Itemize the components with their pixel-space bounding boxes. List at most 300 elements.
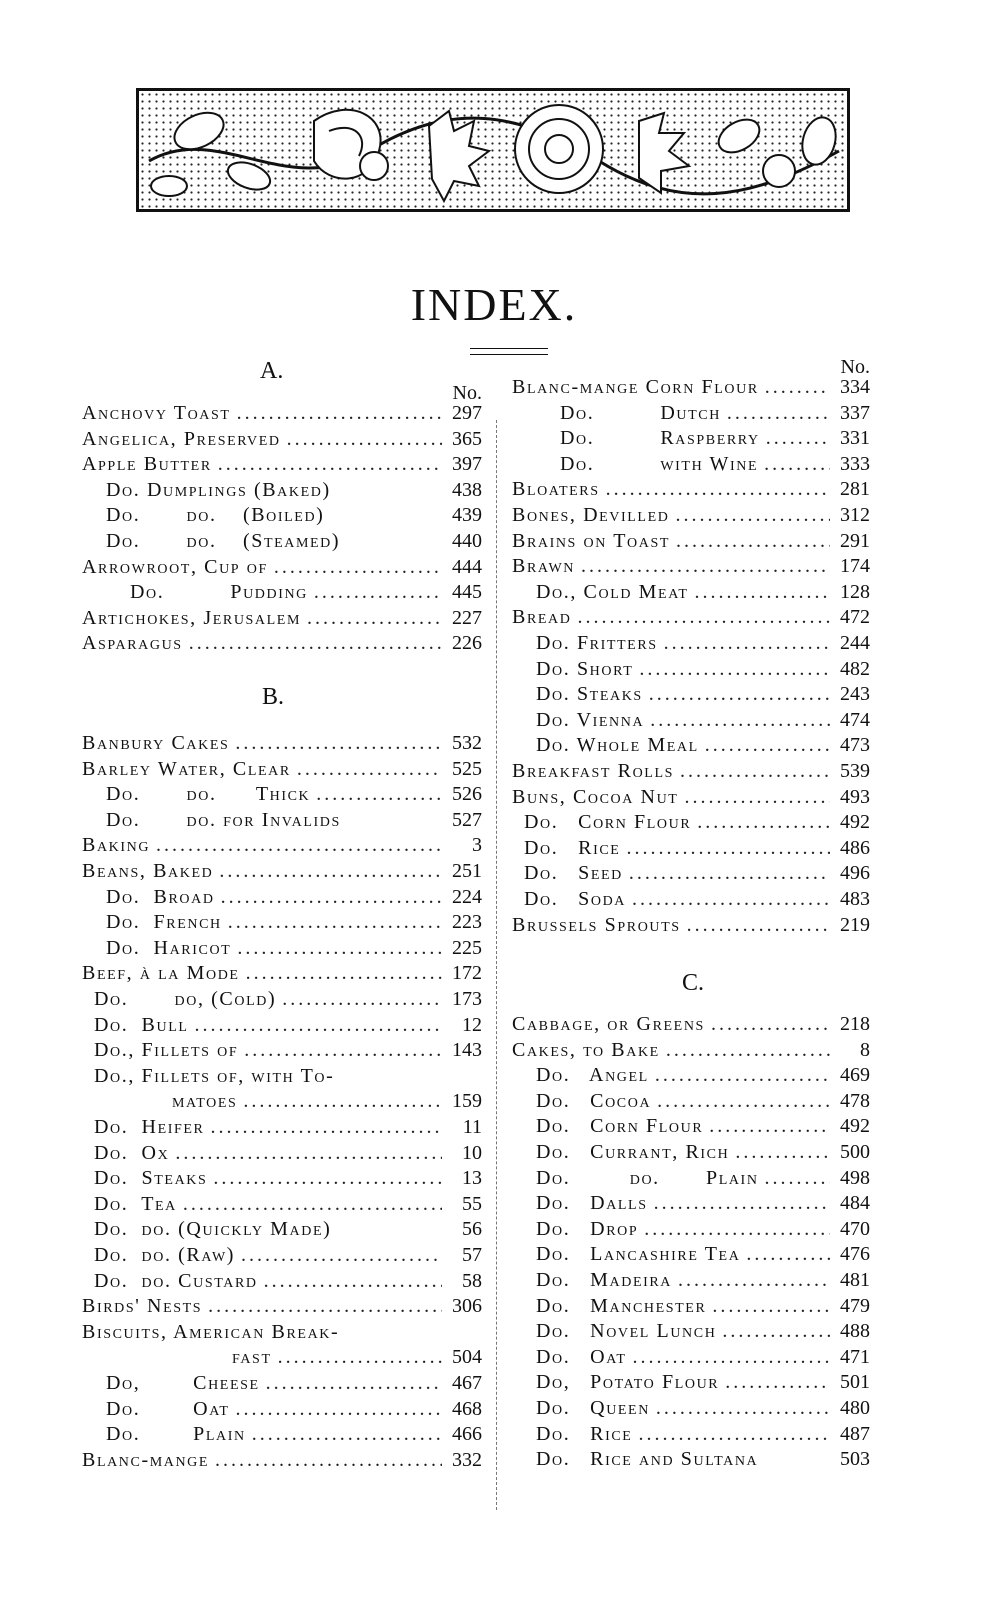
entry-name: Barley Water, Clear [82, 757, 291, 780]
entry-number: 469 [840, 1064, 870, 1087]
entry-name: Do. Plain [106, 1423, 246, 1446]
index-entry [82, 453, 482, 479]
entry-name: Do. do, (Cold) [94, 988, 277, 1010]
entry-name: fast [232, 1346, 272, 1369]
dot-leader [697, 811, 830, 834]
entry-name: Do. Dalls [536, 1192, 648, 1215]
entry-number: 486 [840, 836, 870, 859]
index-entry [536, 1064, 870, 1090]
entry-number: 480 [840, 1397, 870, 1419]
entry-name: Do. Tea [94, 1192, 177, 1215]
dot-leader [221, 886, 442, 909]
entry-name: Brussels Sprouts [512, 913, 681, 936]
dot-leader [766, 427, 830, 450]
dot-leader [722, 1320, 830, 1343]
index-entry [106, 809, 482, 835]
entry-name: Artichokes, Jerusalem [82, 606, 301, 629]
dot-leader [235, 732, 442, 755]
entry-number: 492 [840, 1115, 870, 1138]
index-entry [130, 581, 482, 607]
dot-leader [705, 734, 830, 757]
entry-name: Do. Seed [524, 862, 623, 885]
index-entry [106, 479, 482, 505]
index-entry [524, 837, 870, 863]
entry-number: 468 [452, 1397, 482, 1420]
entry-number: 174 [840, 555, 870, 578]
entry-name: Do. Dutch [560, 401, 721, 424]
entry-number: 312 [840, 504, 870, 526]
entry-number: 488 [840, 1320, 870, 1343]
dot-leader [175, 1142, 442, 1165]
entry-name: Do. do. (Steamed) [106, 530, 341, 552]
index-entry [106, 530, 482, 556]
entry-number: 159 [452, 1090, 482, 1113]
dot-leader [656, 1397, 830, 1420]
entry-name: Do. do. for Invalids [106, 808, 341, 831]
entry-number: 227 [452, 606, 482, 629]
dot-leader [282, 988, 442, 1011]
entry-name: Brains on Toast [512, 529, 670, 552]
index-entry [82, 1321, 482, 1347]
index-entry [94, 988, 482, 1014]
entry-number: 482 [840, 657, 870, 680]
entry-number: 476 [840, 1243, 870, 1266]
index-entry [536, 1371, 870, 1397]
entry-number: 57 [462, 1244, 482, 1266]
dot-leader [237, 937, 442, 960]
entry-number: 471 [840, 1345, 870, 1368]
index-entry [82, 758, 482, 784]
index-entry [94, 1039, 482, 1065]
dot-leader [156, 834, 442, 857]
index-entry [536, 1218, 870, 1244]
entry-number: 467 [452, 1372, 482, 1394]
entry-name: Do. Vienna [536, 708, 645, 731]
dot-leader [246, 962, 442, 985]
index-entry [94, 1065, 482, 1091]
entry-number: 479 [840, 1294, 870, 1317]
entry-number: 487 [840, 1422, 870, 1445]
entry-name: Do. Rice [524, 836, 621, 859]
index-entry [94, 1116, 482, 1142]
index-entry [512, 555, 870, 581]
dot-leader [675, 504, 830, 527]
entry-name: Do. Madeira [536, 1269, 673, 1291]
entry-name: Banbury Cakes [82, 732, 230, 754]
index-entry [82, 962, 482, 988]
index-entry [512, 914, 870, 940]
entry-number: 334 [840, 376, 870, 398]
entry-number: 440 [452, 530, 482, 552]
dot-leader [241, 1244, 442, 1267]
dot-leader [695, 581, 830, 604]
title-rule-top [470, 348, 548, 349]
entry-number: 12 [462, 1013, 482, 1036]
entry-name: Do. Steaks [94, 1167, 208, 1190]
dot-leader [657, 1090, 830, 1113]
floral-ornament-icon [139, 91, 847, 209]
dot-leader [632, 888, 830, 911]
entry-name: Do. Cocoa [536, 1089, 652, 1112]
dot-leader [577, 606, 830, 629]
entry-number: 492 [840, 811, 870, 834]
index-entry [536, 1448, 870, 1474]
dot-leader [219, 860, 442, 883]
dot-leader [228, 911, 442, 934]
entry-number: 498 [840, 1166, 870, 1189]
entry-name: Do. do. (Raw) [94, 1244, 236, 1266]
entry-name: Do. Raspberry [560, 427, 760, 450]
dot-leader [639, 658, 830, 681]
entry-name: Do. Novel Lunch [536, 1320, 717, 1343]
index-entry [512, 606, 870, 632]
dot-leader [765, 1167, 830, 1190]
dot-leader [287, 428, 442, 451]
entry-name: Do. Ox [94, 1141, 170, 1164]
index-entry [536, 734, 870, 760]
entry-name: Do. Corn Flour [536, 1115, 704, 1138]
entry-name: Do. Short [536, 657, 634, 680]
entry-number: 333 [840, 452, 870, 475]
dot-leader [633, 1346, 830, 1369]
index-entry [82, 1295, 482, 1321]
index-entry [106, 1398, 482, 1424]
entry-name: Do. Queen [536, 1397, 650, 1419]
entry-number: 3 [472, 834, 482, 857]
index-entry [82, 860, 482, 886]
entry-number: 504 [452, 1346, 482, 1369]
entry-number: 337 [840, 401, 870, 424]
entry-name: matoes [172, 1090, 238, 1113]
dot-leader [189, 632, 442, 655]
entry-number: 527 [452, 808, 482, 831]
entry-name: Do. Heifer [94, 1116, 205, 1138]
dot-leader [727, 402, 830, 425]
entry-name: Do. Soda [524, 888, 627, 910]
entry-number: 251 [452, 860, 482, 882]
dot-leader [626, 837, 830, 860]
entry-number: 365 [452, 427, 482, 450]
entry-number: 445 [452, 581, 482, 604]
entry-number: 10 [462, 1141, 482, 1164]
number-column-header: No. [840, 356, 870, 378]
entry-name: Anchovy Toast [82, 402, 231, 424]
entry-number: 473 [840, 734, 870, 757]
index-entry [536, 1269, 870, 1295]
entry-name: Brawn [512, 555, 575, 578]
entry-number: 297 [452, 402, 482, 424]
dot-leader [237, 402, 442, 425]
entry-name: Do. Bull [94, 1013, 189, 1036]
index-entry [94, 1014, 482, 1040]
index-entry [524, 811, 870, 837]
index-entry [232, 1346, 482, 1372]
entry-number: 58 [462, 1269, 482, 1292]
dot-leader [684, 786, 830, 809]
entry-number: 503 [840, 1448, 870, 1471]
index-entry [106, 1423, 482, 1449]
entry-number: 218 [840, 1013, 870, 1035]
entry-name: Do. Steaks [536, 683, 643, 706]
dot-leader [278, 1346, 442, 1369]
entry-name: Do. Manchester [536, 1294, 707, 1317]
dot-leader [655, 1064, 830, 1087]
entry-name: Do. Pudding [130, 581, 308, 604]
entry-number: 470 [840, 1217, 870, 1240]
index-entry [106, 886, 482, 912]
entry-number: 331 [840, 427, 870, 450]
dot-leader [236, 1398, 442, 1421]
entry-name: Do. Oat [536, 1345, 627, 1368]
index-entry [82, 632, 482, 658]
entry-name: Do. Dumplings (Baked) [106, 478, 331, 501]
dot-leader [252, 1423, 442, 1446]
entry-name: Do. Fritters [536, 632, 658, 654]
index-entry [512, 376, 870, 402]
index-entry [94, 1142, 482, 1168]
entry-number: 397 [452, 453, 482, 476]
dot-leader [218, 453, 442, 476]
dot-leader [264, 1270, 442, 1293]
entry-name: Do, Potato Flour [536, 1371, 720, 1394]
entry-number: 439 [452, 504, 482, 527]
index-entry [94, 1193, 482, 1219]
index-entry [82, 402, 482, 428]
index-entry [94, 1270, 482, 1296]
index-entry [536, 1397, 870, 1423]
entry-number: 481 [840, 1269, 870, 1291]
entry-name: Arrowroot, Cup of [82, 555, 268, 578]
index-entry [524, 888, 870, 914]
index-entry [512, 504, 870, 530]
entry-name: Baking [82, 834, 151, 857]
index-entry [512, 1039, 870, 1065]
entry-number: 13 [462, 1167, 482, 1190]
dot-leader [629, 862, 830, 885]
entry-number: 281 [840, 478, 870, 501]
dot-leader [316, 783, 442, 806]
index-entry [536, 632, 870, 658]
dot-leader [297, 758, 442, 781]
entry-name: Do., Fillets of, with To- [94, 1064, 335, 1087]
entry-name: Do., Fillets of [94, 1039, 239, 1062]
entry-name: Do. do. Plain [536, 1166, 759, 1189]
dot-leader [764, 453, 830, 476]
index-entry [106, 504, 482, 530]
entry-name: Do. Whole Meal [536, 734, 699, 757]
index-entry [512, 760, 870, 786]
entry-name: Do. with Wine [560, 452, 759, 475]
entry-number: 226 [452, 632, 482, 655]
entry-number: 493 [840, 785, 870, 808]
entry-number: 223 [452, 911, 482, 934]
entry-name: Beef, à la Mode [82, 962, 240, 985]
entry-name: Cabbage, or Greens [512, 1013, 705, 1035]
entry-name: Buns, Cocoa Nut [512, 785, 679, 808]
index-entry [94, 1244, 482, 1270]
entry-name: Asparagus [82, 632, 183, 655]
dot-leader [195, 1014, 442, 1037]
index-entry [536, 1423, 870, 1449]
entry-number: 501 [840, 1371, 870, 1394]
entry-number: 11 [462, 1116, 482, 1138]
entry-name: Do. Broad [106, 885, 215, 908]
dot-leader [244, 1039, 442, 1062]
index-entry [106, 783, 482, 809]
entry-name: Do. Corn Flour [524, 811, 692, 834]
entry-name: Do. Drop [536, 1217, 639, 1240]
floral-banner [136, 88, 850, 212]
number-column-header: No. [452, 382, 482, 404]
dot-leader [680, 760, 830, 783]
index-entry [536, 658, 870, 684]
entry-number: 173 [452, 988, 482, 1010]
section-letter: B. [262, 684, 285, 710]
dot-leader [243, 1090, 442, 1113]
entry-name: Breakfast Rolls [512, 760, 674, 782]
entry-number: 224 [452, 885, 482, 908]
dot-leader [711, 1013, 830, 1036]
dot-leader [581, 555, 830, 578]
index-entry [536, 1295, 870, 1321]
index-entry [82, 834, 482, 860]
entry-number: 56 [462, 1218, 482, 1241]
index-entry [512, 786, 870, 812]
index-entry [536, 1167, 870, 1193]
dot-leader [678, 1269, 830, 1292]
dot-leader [649, 683, 830, 706]
entry-name: Do., Cold Meat [536, 580, 689, 603]
entry-name: Do. Lancashire Tea [536, 1243, 741, 1266]
entry-number: 532 [452, 732, 482, 754]
entry-number: 525 [452, 757, 482, 780]
entry-name: Angelica, Preserved [82, 427, 281, 450]
index-entry [106, 1372, 482, 1398]
entry-number: 474 [840, 708, 870, 731]
index-entry [512, 1013, 870, 1039]
index-entry [512, 530, 870, 556]
dot-leader [208, 1295, 442, 1318]
entry-number: 496 [840, 862, 870, 885]
dot-leader [746, 1243, 830, 1266]
dot-leader [664, 632, 830, 655]
dot-leader [644, 1218, 830, 1241]
entry-number: 291 [840, 529, 870, 552]
column-divider [496, 420, 497, 1510]
entry-name: Cakes, to Bake [512, 1038, 660, 1061]
index-entry [82, 607, 482, 633]
index-entry [536, 581, 870, 607]
entry-name: Do, Cheese [106, 1372, 260, 1394]
index-entry [536, 1090, 870, 1116]
entry-number: 332 [452, 1448, 482, 1471]
entry-name: Biscuits, American Break- [82, 1320, 340, 1343]
entry-number: 466 [452, 1423, 482, 1446]
dot-leader [765, 376, 830, 399]
index-entry [94, 1218, 482, 1244]
entry-name: Do. do. Custard [94, 1269, 258, 1292]
entry-name: Do. do. Thick [106, 783, 311, 806]
entry-number: 8 [860, 1038, 870, 1061]
dot-leader [314, 581, 442, 604]
entry-name: Do. Currant, Rich [536, 1141, 730, 1163]
section-letter: C. [682, 970, 705, 996]
dot-leader [712, 1295, 830, 1318]
entry-number: 219 [840, 913, 870, 936]
index-entry [536, 709, 870, 735]
index-entry [536, 1192, 870, 1218]
dot-leader [687, 914, 830, 937]
entry-number: 225 [452, 936, 482, 959]
dot-leader [307, 607, 442, 630]
section-letter: A. [260, 358, 284, 384]
entry-number: 128 [840, 580, 870, 603]
index-entry [82, 732, 482, 758]
dot-leader [266, 1372, 442, 1395]
index-entry [106, 911, 482, 937]
entry-name: Do. Rice [536, 1422, 633, 1445]
entry-number: 143 [452, 1039, 482, 1062]
dot-leader [211, 1116, 443, 1139]
entry-number: 244 [840, 632, 870, 654]
entry-name: Bread [512, 606, 572, 629]
dot-leader [650, 709, 830, 732]
index-entry [560, 402, 870, 428]
index-entry [536, 1243, 870, 1269]
entry-name: Do. do. (Boiled) [106, 504, 325, 527]
dot-leader [183, 1193, 442, 1216]
entry-name: Do. Rice and Sultana [536, 1448, 759, 1471]
entry-number: 483 [840, 888, 870, 910]
entry-number: 526 [452, 783, 482, 806]
entry-number: 438 [452, 478, 482, 501]
index-entry [560, 427, 870, 453]
index-entry [82, 428, 482, 454]
dot-leader [735, 1141, 830, 1164]
index-entry [524, 862, 870, 888]
index-entry [82, 1449, 482, 1475]
entry-name: Blanc-mange [82, 1448, 210, 1471]
dot-leader [213, 1167, 442, 1190]
entry-name: Do. Haricot [106, 936, 232, 959]
index-entry [172, 1090, 482, 1116]
dot-leader [725, 1371, 830, 1394]
entry-name: Birds' Nests [82, 1295, 203, 1318]
dot-leader [274, 556, 442, 579]
entry-number: 484 [840, 1192, 870, 1215]
dot-leader [666, 1039, 830, 1062]
title-rule-bottom [470, 354, 548, 355]
entry-number: 444 [452, 555, 482, 578]
entry-number: 306 [452, 1295, 482, 1318]
entry-number: 539 [840, 760, 870, 782]
entry-number: 500 [840, 1141, 870, 1163]
entry-name: Bloaters [512, 478, 600, 501]
entry-name: Blanc-mange Corn Flour [512, 376, 759, 398]
entry-number: 172 [452, 962, 482, 985]
dot-leader [654, 1192, 830, 1215]
index-entry [106, 937, 482, 963]
entry-name: Bones, Devilled [512, 504, 670, 526]
entry-number: 472 [840, 606, 870, 629]
page-title: INDEX. [410, 279, 578, 330]
index-entry [536, 1320, 870, 1346]
dot-leader [676, 530, 830, 553]
dot-leader [606, 478, 830, 501]
dot-leader [709, 1115, 830, 1138]
entry-name: Do. do. (Quickly Made) [94, 1218, 332, 1241]
index-entry [536, 1346, 870, 1372]
